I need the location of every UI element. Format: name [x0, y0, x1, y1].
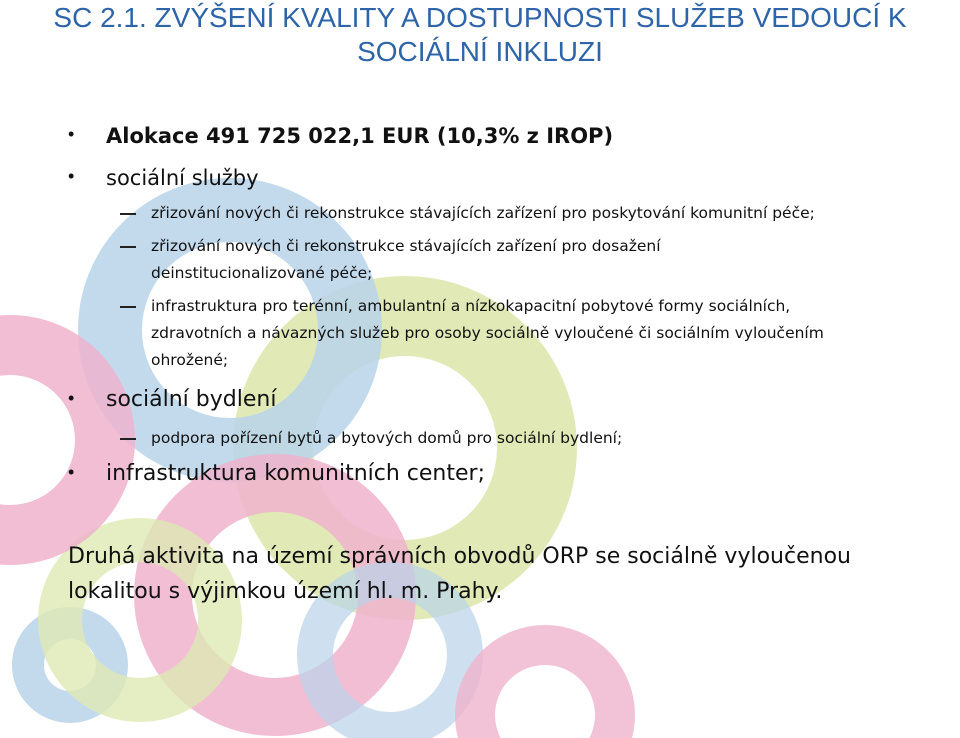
- services-sub-item-3-line3: ohrožené;: [151, 351, 229, 369]
- note-line2: lokalitou s výjimkou území hl. m. Prahy.: [68, 579, 503, 604]
- services-sub-item-2-line2: deinstitucionalizované péče;: [151, 264, 373, 282]
- dash-icon: [120, 306, 136, 308]
- bullet-icon: •: [68, 124, 75, 144]
- social-services-heading: sociální služby: [106, 166, 259, 190]
- bullet-icon: •: [68, 462, 75, 482]
- allocation-text: Alokace 491 725 022,1 EUR (10,3% z IROP): [106, 124, 614, 148]
- slide-title-line2: SOCIÁLNÍ INKLUZI: [357, 36, 603, 67]
- dash-icon: [120, 438, 136, 440]
- dash-icon: [120, 213, 136, 215]
- slide-title-line1: SC 2.1. ZVÝŠENÍ KVALITY A DOSTUPNOSTI SLUŽEB VEDOUCÍ K: [53, 2, 907, 33]
- note-line1: Druhá aktivita na území správních obvodů ORP se sociálně vyloučenou: [68, 544, 851, 569]
- services-sub-item-3-line2: zdravotních a návazných služeb pro osoby sociálně vyloučené či sociálním vyloučením: [151, 324, 824, 342]
- bullet-icon: •: [68, 388, 75, 408]
- community-centers-heading: infrastruktura komunitních center;: [106, 461, 485, 486]
- social-housing-heading: sociální bydlení: [106, 387, 277, 412]
- bullet-icon: •: [68, 166, 75, 186]
- services-sub-item-2-line1: zřizování nových či rekonstrukce stávajících zařízení pro dosažení: [151, 237, 661, 255]
- dash-icon: [120, 246, 136, 248]
- services-sub-item-1: zřizování nových či rekonstrukce stávajících zařízení pro poskytování komunitní péče;: [151, 204, 815, 222]
- housing-sub-item-1: podpora pořízení bytů a bytových domů pro sociální bydlení;: [151, 429, 623, 447]
- services-sub-item-3-line1: infrastruktura pro terénní, ambulantní a nízkokapacitní pobytové formy sociálních,: [151, 297, 791, 315]
